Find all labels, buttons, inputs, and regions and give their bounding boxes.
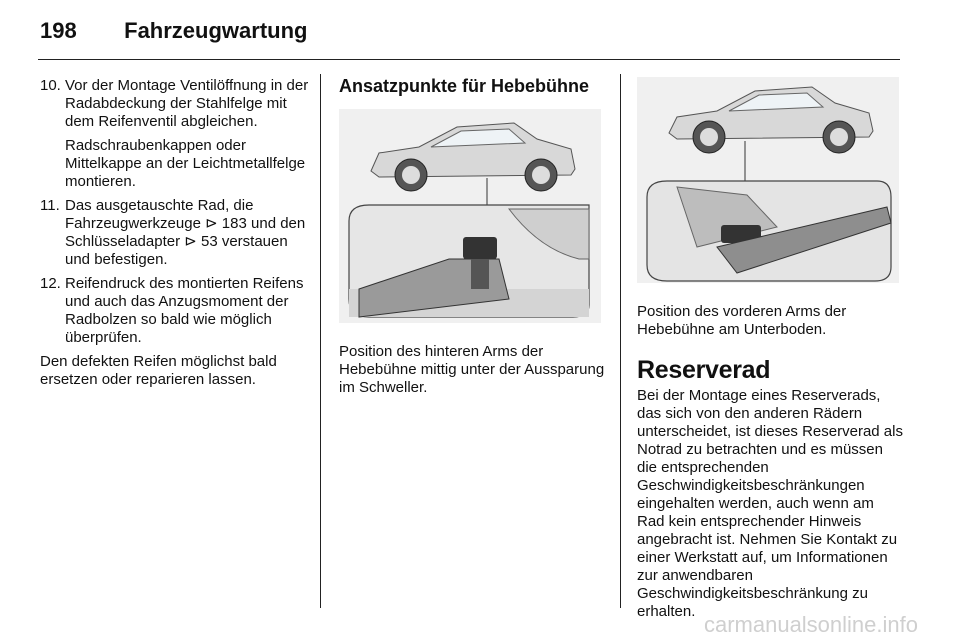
- list-item: [40, 275, 312, 347]
- column-3: [637, 77, 905, 621]
- column-1: [40, 77, 312, 389]
- figure-caption: Position des hinteren Arms der Hebebühne mittig unter der Aussparung im Schweller.: [339, 343, 605, 396]
- page-title: Fahrzeugwartung: [124, 18, 308, 43]
- list-number: 10.: [40, 77, 61, 94]
- body-paragraph: Bei der Montage eines Reserverads, das sich von den anderen Rädern unterscheidet, ist dieses Reserverad als Notrad zu betrachten und es müssen die entsprechenden Geschwindigkeitsbeschränkungen eingehalten werden, auch wenn am Rad kein entsprechender Hinweis angebracht ist. Nehmen Sie Kontakt zu einer Werkstatt auf, um Informationen zur anwendbaren Geschwindigkeitsbeschränkung zu erhalten.: [637, 387, 903, 620]
- page-number: 198: [40, 18, 77, 43]
- list-subtext: Radschraubenkappen oder Mittelkappe an der Leichtmetallfelge montieren.: [65, 137, 306, 190]
- column-divider-2: [620, 74, 621, 608]
- page-header: [40, 18, 307, 44]
- section-heading: Ansatzpunkte für Hebebühne: [339, 76, 590, 96]
- header-rule: [38, 59, 900, 60]
- list-number: 12.: [40, 275, 61, 292]
- list-number: 11.: [40, 197, 60, 214]
- list-text: Reifendruck des montierten Reifens und auch das Anzugsmoment der Radbolzen so bald wie möglich überprüfen.: [65, 275, 304, 346]
- column-divider-1: [320, 74, 321, 608]
- column-2: [339, 77, 605, 397]
- watermark: carmanualsonline.info: [703, 612, 918, 637]
- section-heading: Reserverad: [637, 356, 771, 384]
- figure-caption: Position des vorderen Arms der Hebebühne am Unterboden.: [637, 303, 847, 338]
- rear-lift-point-illustration: [339, 109, 601, 323]
- list-text: Vor der Montage Ventilöffnung in der Radabdeckung der Stahlfelge mit dem Reifenventil abgleichen.: [65, 77, 309, 130]
- front-lift-point-illustration: [637, 77, 899, 283]
- closing-paragraph: Den defekten Reifen möglichst bald ersetzen oder reparieren lassen.: [40, 353, 277, 388]
- list-item: [40, 197, 312, 269]
- list-item: [40, 77, 312, 131]
- list-text: Das ausgetauschte Rad, die Fahrzeugwerkzeuge ⊳ 183 und den Schlüsseladapter ⊳ 53 verstauen und befestigen.: [65, 197, 306, 268]
